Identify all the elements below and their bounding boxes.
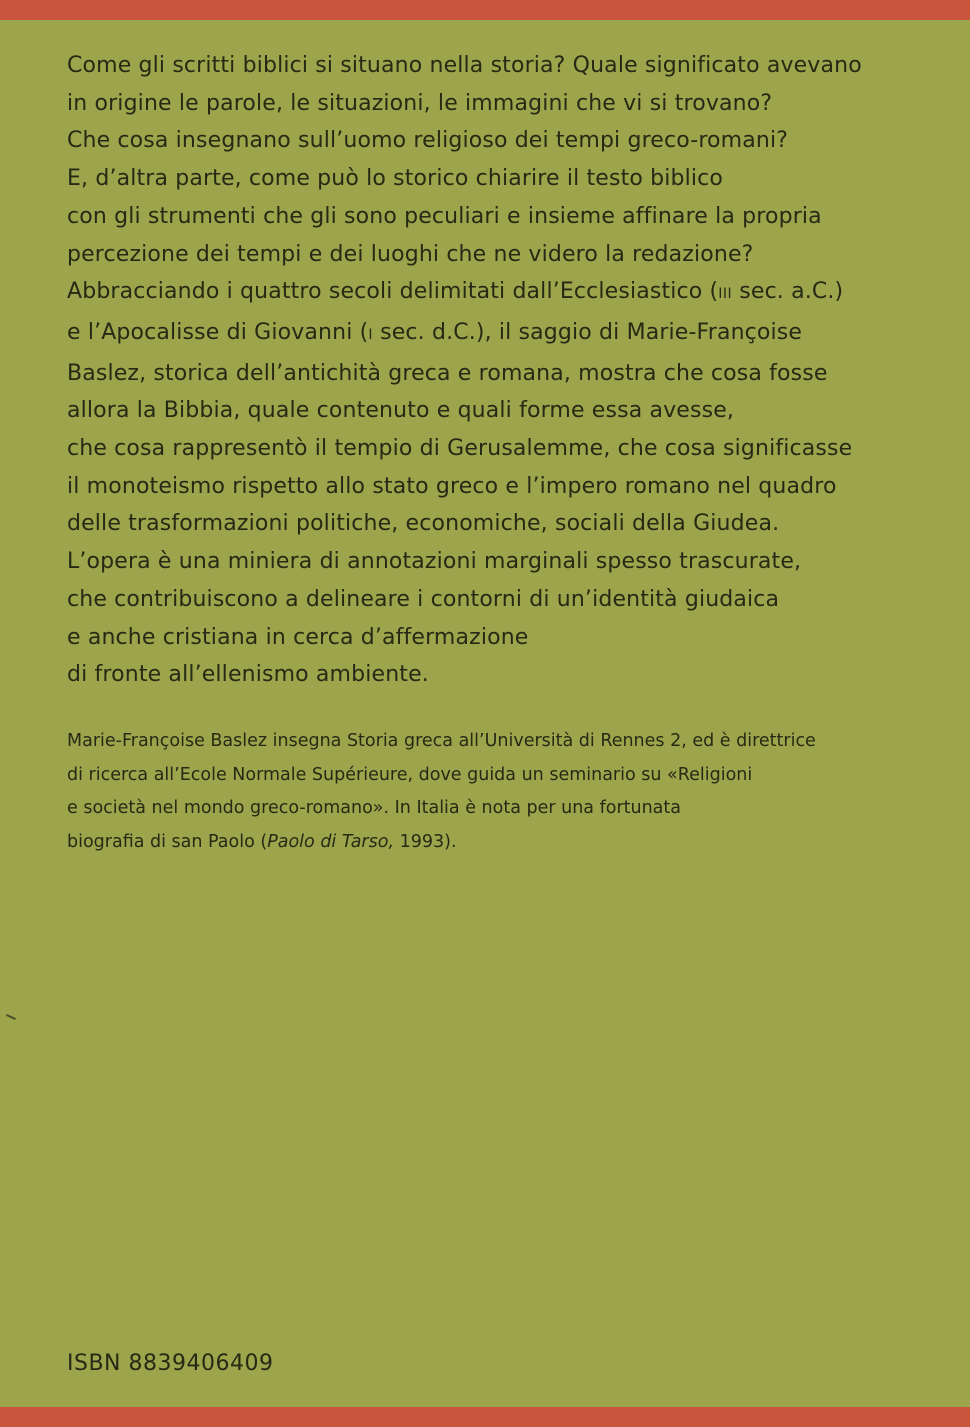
blurb-line-text: sec. d.C.), il saggio di Marie-Françoise <box>372 319 803 345</box>
blurb-line: L’opera è una miniera di annotazioni marginali spesso trascurate, <box>67 549 802 575</box>
blurb-line: allora la Bibbia, quale contenuto e quali forme essa avesse, <box>67 398 735 424</box>
bottom-red-band <box>0 1407 970 1427</box>
bio-line <box>67 826 947 860</box>
blurb-line-text: sec. a.C.) <box>732 279 844 305</box>
isbn-code: ISBN 8839406409 <box>67 1351 274 1376</box>
blurb-line: in origine le parole, le situazioni, le immagini che vi si trovano? <box>67 90 773 116</box>
roman-numeral: I <box>368 326 373 343</box>
blurb-line: delle trasformazioni politiche, economiche, sociali della Giudea. <box>67 511 780 537</box>
blurb-line: che cosa rappresentò il tempio di Gerusalemme, che cosa significasse <box>67 436 853 462</box>
blurb-line: Come gli scritti biblici si situano nella storia? Quale significato avevano <box>67 53 862 78</box>
blurb-line <box>67 314 947 355</box>
bio-line: e società nel mondo greco-romano». In Italia è nota per una fortunata <box>67 798 681 818</box>
blurb-line <box>67 273 947 314</box>
bio-line-text: biografia di san Paolo ( <box>67 831 268 852</box>
roman-numeral: III <box>718 286 733 303</box>
bio-line: di ricerca all’Ecole Normale Supérieure, dove guida un seminario su «Religioni <box>67 764 753 785</box>
book-title: Paolo di Tarso, <box>267 831 395 852</box>
blurb-paragraph <box>67 47 947 694</box>
blurb-line: che contribuiscono a delineare i contorni di un’identità giudaica <box>67 586 780 612</box>
blurb-line: Baslez, storica dell’antichità greca e romana, mostra che cosa fosse <box>67 360 828 386</box>
blurb-line: di fronte all’ellenismo ambiente. <box>67 662 429 688</box>
blurb-line: e anche cristiana in cerca d’affermazione <box>67 624 529 650</box>
blurb-line: il monoteismo rispetto allo stato greco e l’impero romano nel quadro <box>67 473 837 499</box>
blurb-line-text: Abbracciando i quattro secoli delimitati dall’Ecclesiastico ( <box>67 279 719 305</box>
blurb-line: percezione dei tempi e dei luoghi che ne videro la redazione? <box>67 241 754 267</box>
author-bio <box>67 725 947 859</box>
bio-line-text: 1993). <box>394 831 457 852</box>
blurb-line: con gli strumenti che gli sono peculiari e insieme affinare la propria <box>67 203 822 229</box>
print-speck <box>6 1014 16 1020</box>
blurb-line: E, d’altra parte, come può lo storico chiarire il testo biblico <box>67 166 723 192</box>
top-red-band <box>0 0 970 20</box>
bio-line: Marie-Françoise Baslez insegna Storia greca all’Università di Rennes 2, ed è direttrice <box>67 731 816 751</box>
blurb-line-text: e l’Apocalisse di Giovanni ( <box>67 319 369 345</box>
blurb-line: Che cosa insegnano sull’uomo religioso dei tempi greco-romani? <box>67 128 789 154</box>
